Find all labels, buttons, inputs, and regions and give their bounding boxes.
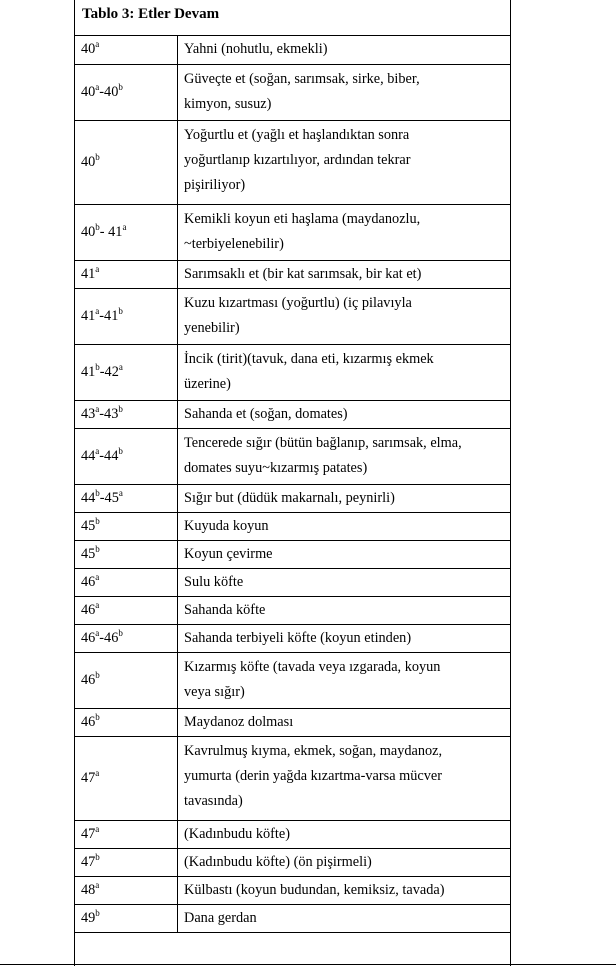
page-ref-side: a [95,767,100,778]
page-ref-number: -45 [99,489,119,506]
food-table [74,0,510,933]
page-ref-side: b [118,627,123,638]
table-row [74,204,510,260]
page-ref-side: b [95,851,100,862]
dish-description-cell [178,904,511,932]
dish-description-cell [178,204,511,260]
dish-description-cell [178,652,511,708]
page-ref-cell [74,876,178,904]
description-line: Yoğurtlu et (yağlı et haşlandıktan sonra [184,126,410,143]
page-ref-side: b [118,81,123,92]
page-ref-number: 47 [81,825,96,842]
table-row [74,512,510,540]
page-ref-side: b [95,361,100,372]
page-ref-side: a [95,627,100,638]
description-line: Güveçte et (soğan, sarımsak, sirke, biber, [184,70,420,87]
description-line: yoğurtlanıp kızartılıyor, ardından tekrar [184,151,411,168]
page-ref-side: b [95,221,100,232]
page-ref-number: 48 [81,881,96,898]
page-ref-number: 40 [81,153,96,170]
description-line: Sığır but (düdük makarnalı, peynirli) [184,489,395,506]
description-line: yenebilir) [184,319,240,336]
table-row [74,596,510,624]
dish-description-cell [178,568,511,596]
page-ref-side: a [95,305,100,316]
page-ref-cell [74,288,178,344]
description-line: ~terbiyelenebilir) [184,235,284,252]
page-ref-cell [74,64,178,120]
description-line: Kemikli koyun eti haşlama (maydanozlu, [184,210,421,227]
page-ref-side: a [95,81,100,92]
page-ref-cell [74,204,178,260]
page-ref-number: -43 [99,405,119,422]
page-ref-number: -46 [99,629,119,646]
description-line: veya sığır) [184,683,245,700]
page-ref-number: 45 [81,545,96,562]
page-ref-cell [74,344,178,400]
page-ref-number: 44 [81,489,96,506]
page-ref-number: 46 [81,573,96,590]
table-row [74,288,510,344]
dish-description-cell [178,344,511,400]
page-ref-number: 46 [81,713,96,730]
dish-description-cell [178,64,511,120]
table-row [74,344,510,400]
page-ref-number: 40 [81,223,96,240]
description-line: kimyon, susuz) [184,95,272,112]
page-ref-number: -44 [99,447,119,464]
page-ref-number: 40 [81,41,96,58]
table-row [74,400,510,428]
page-ref-side: b [95,907,100,918]
page-ref-cell [74,260,178,288]
description-line: yumurta (derin yağda kızartma-varsa mücver [184,767,443,784]
page-ref-cell [74,904,178,932]
page-ref-side: a [95,445,100,456]
page-bottom-rule [0,964,616,965]
dish-description-cell [178,596,511,624]
table-row [74,624,510,652]
page-ref-side: a [95,599,100,610]
page-ref-cell [74,36,178,64]
dish-description-cell [178,428,511,484]
page-ref-number: 45 [81,517,96,534]
table-row [74,428,510,484]
page-ref-cell [74,708,178,736]
page-ref-cell [74,540,178,568]
dish-description-cell [178,736,511,820]
description-line: domates suyu~kızarmış patates) [184,459,368,476]
dish-description-cell [178,260,511,288]
table-row [74,820,510,848]
page-ref-number: 47 [81,769,96,786]
page-ref-number: 46 [81,671,96,688]
table-row [74,736,510,820]
page-ref-side: a [95,571,100,582]
page-ref-number: 41 [81,265,96,282]
page-ref-cell [74,736,178,820]
description-line: Sahanda et (soğan, domates) [184,405,348,422]
description-line: İncik (tirit)(tavuk, dana eti, kızarmış ekmek [184,350,434,367]
dish-description-cell [178,820,511,848]
page-ref-number: 43 [81,405,96,422]
table-row [74,848,510,876]
page-ref-cell [74,400,178,428]
dish-description-cell [178,512,511,540]
page-ref-number: 44 [81,447,96,464]
table-row [74,708,510,736]
page-ref-side: a [118,487,123,498]
table-row [74,652,510,708]
page-ref-cell [74,512,178,540]
page-ref-side: b [95,711,100,722]
page-ref-cell [74,120,178,204]
description-line: Kavrulmuş kıyma, ekmek, soğan, maydanoz, [184,742,443,759]
description-line: Kuzu kızartması (yoğurtlu) (iç pilavıyla [184,294,412,311]
dish-description-cell [178,540,511,568]
dish-description-cell [178,288,511,344]
page-ref-side: a [95,403,100,414]
description-line: Sulu köfte [184,573,244,590]
etler-table [74,36,510,933]
page-ref-number: 40 [81,83,96,100]
page-ref-side: a [95,823,100,834]
description-line: (Kadınbudu köfte) (ön pişirmeli) [184,853,372,870]
table-row [74,568,510,596]
page-ref-cell [74,652,178,708]
dish-description-cell [178,400,511,428]
table-row [74,120,510,204]
page-ref-side: b [95,543,100,554]
description-line: Sahanda köfte [184,601,266,618]
page-ref-side: a [122,221,127,232]
page-ref-side: a [118,361,123,372]
dish-description-cell [178,36,511,64]
page-ref-side: b [118,445,123,456]
page-ref-number: 41 [81,307,96,324]
description-line: Yahni (nohutlu, ekmekli) [184,41,328,58]
page-ref-side: a [95,879,100,890]
page-ref-cell [74,624,178,652]
table-row [74,36,510,64]
page-ref-side: b [118,305,123,316]
page-ref-cell [74,484,178,512]
description-line: tavasında) [184,792,243,809]
dish-description-cell [178,120,511,204]
page-ref-number: 41 [81,363,96,380]
page-ref-side: a [95,263,100,274]
page-ref-cell [74,820,178,848]
page-ref-side: b [95,515,100,526]
page-ref-cell [74,596,178,624]
table-body [74,36,510,932]
description-line: Kızarmış köfte (tavada veya ızgarada, koyun [184,658,441,675]
table-title: Tablo 3: Etler Devam [74,0,510,36]
page-ref-number: -42 [99,363,119,380]
dish-description-cell [178,848,511,876]
page-ref-cell [74,428,178,484]
dish-description-cell [178,484,511,512]
page-ref-side: b [95,151,100,162]
dish-description-cell [178,876,511,904]
description-line: Dana gerdan [184,909,257,926]
description-line: Kuyuda koyun [184,517,269,534]
page-ref-number: 46 [81,629,96,646]
page-ref-number: 47 [81,853,96,870]
description-line: üzerine) [184,375,231,392]
page-ref-side: a [95,39,100,50]
page-ref-number: -40 [99,83,119,100]
description-line: Külbastı (koyun budundan, kemiksiz, tavada) [184,881,445,898]
table-row [74,484,510,512]
description-line: Sahanda terbiyeli köfte (koyun etinden) [184,629,412,646]
description-line: Maydanoz dolması [184,713,294,730]
page-ref-side: b [118,403,123,414]
description-line: Koyun çevirme [184,545,273,562]
table-row [74,64,510,120]
page-ref-number: - 41 [99,223,123,240]
page-ref-number: 49 [81,909,96,926]
page-ref-number: -41 [99,307,119,324]
table-row [74,540,510,568]
dish-description-cell [178,708,511,736]
description-line: (Kadınbudu köfte) [184,825,291,842]
page-ref-cell [74,848,178,876]
description-line: Sarımsaklı et (bir kat sarımsak, bir kat et) [184,265,422,282]
page-ref-number: 46 [81,601,96,618]
table-row [74,876,510,904]
page-ref-cell [74,568,178,596]
description-line: pişiriliyor) [184,176,246,193]
page-ref-side: b [95,669,100,680]
dish-description-cell [178,624,511,652]
table-row [74,904,510,932]
table-row [74,260,510,288]
description-line: Tencerede sığır (bütün bağlanıp, sarımsak, elma, [184,434,462,451]
outer-right-border [510,0,511,966]
page-ref-side: b [95,487,100,498]
